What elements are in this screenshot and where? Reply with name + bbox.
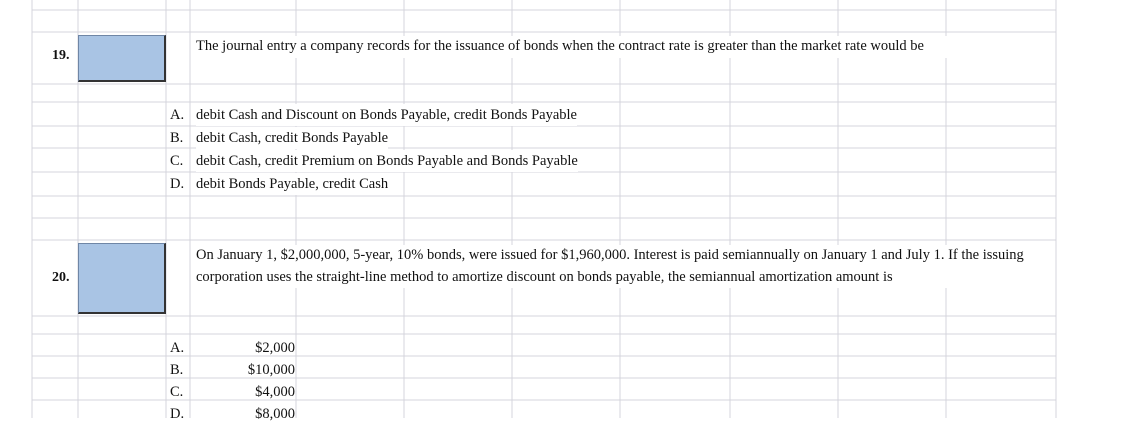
question-20-option-c-letter: C. [170, 384, 184, 400]
question-20-option-d-letter: D. [170, 406, 185, 422]
question-20-number: 20. [52, 270, 70, 285]
question-19-option-a-text: debit Cash and Discount on Bonds Payable, credit Bonds Payable [196, 104, 577, 126]
question-19-option-d-text: debit Bonds Payable, credit Cash [196, 173, 388, 195]
question-19-option-b-letter: B. [170, 130, 184, 146]
question-19-option-b-text: debit Cash, credit Bonds Payable [196, 127, 388, 149]
question-19-option-a-letter: A. [170, 107, 185, 123]
question-20-option-b-amount: $10,000 [247, 362, 295, 378]
question-19-answer-cell[interactable] [78, 35, 166, 82]
question-20-answer-cell[interactable] [78, 243, 166, 314]
question-19-option-c-letter: C. [170, 153, 184, 169]
question-20-text: On January 1, $2,000,000, 5-year, 10% bonds, were issued for $1,960,000. Interest is paid semiannually on January 1 and July 1. If the issuing corporation uses the straight-line method to amortize discount on bonds payable, the semiannual amortization amount is [196, 245, 1046, 288]
question-19-text: The journal entry a company records for the issuance of bonds when the contract rate is greater than the market rate would be [196, 36, 1046, 58]
question-20-option-a-amount: $2,000 [255, 340, 295, 356]
question-19-option-c-text: debit Cash, credit Premium on Bonds Payable and Bonds Payable [196, 150, 578, 172]
question-19-number: 19. [52, 48, 70, 63]
question-20-option-a-letter: A. [170, 340, 185, 356]
question-20-option-c-amount: $4,000 [255, 384, 295, 400]
question-20-option-b-letter: B. [170, 362, 184, 378]
question-20-option-d-amount: $8,000 [255, 406, 295, 422]
question-19-option-d-letter: D. [170, 176, 185, 192]
